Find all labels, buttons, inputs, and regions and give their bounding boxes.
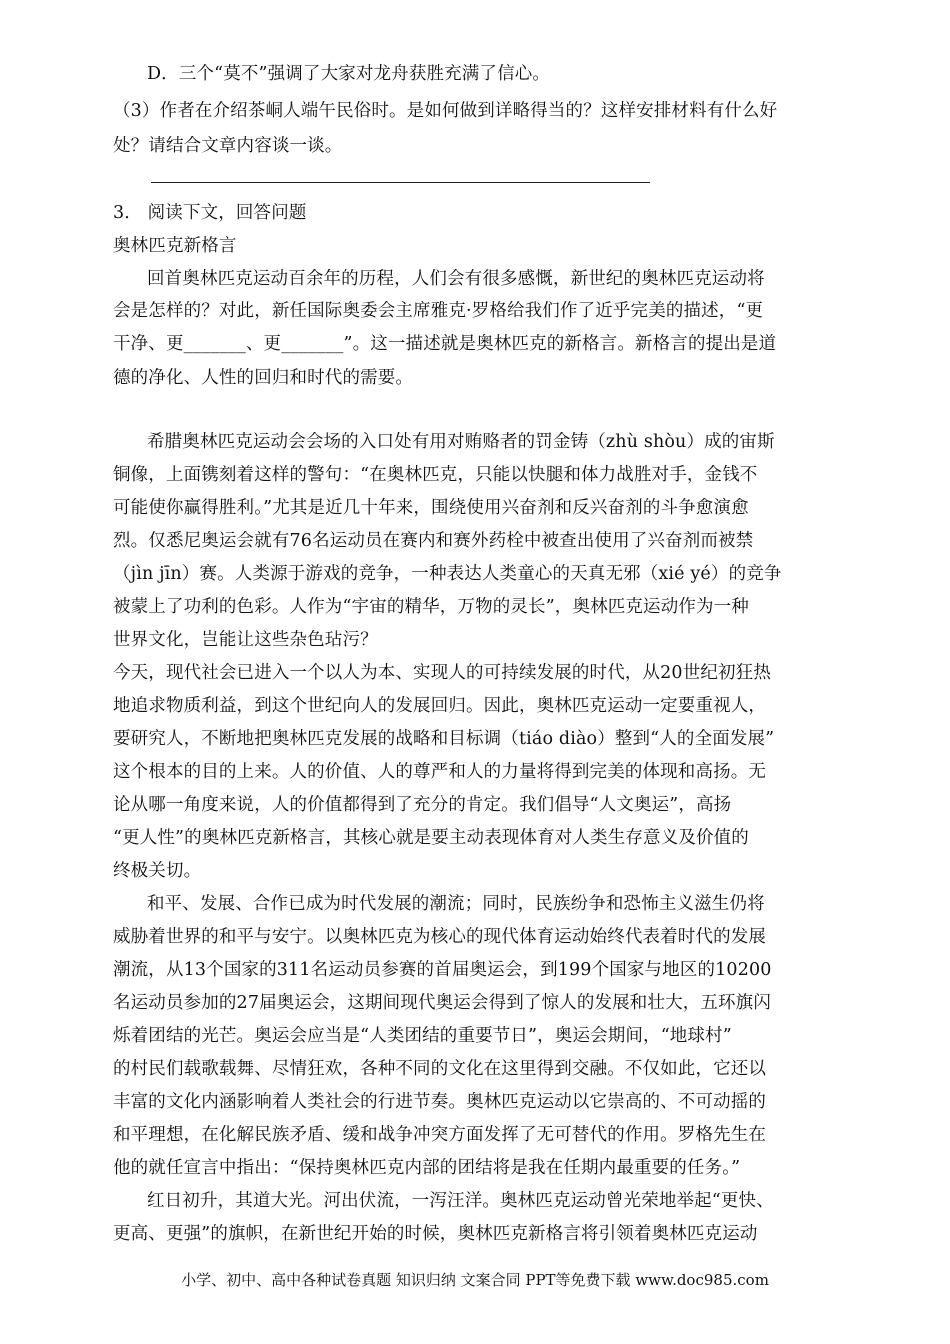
article-line: 的村民们载歌载舞、尽情狂欢，各种不同的文化在这里得到交融。不仅如此，它还以 [113, 1059, 767, 1079]
article-line: 烁着团结的光芒。奥运会应当是“人类团结的重要节日”，奥运会期间，“地球村” [113, 1026, 732, 1046]
article-line: 干净、更_______、更_______”。这一描述就是奥林匹克的新格言。新格言的提出是道 [113, 334, 777, 354]
article-line: 丰富的文化内涵影响着人类社会的行进节奏。奥林匹克运动以它崇高的、不可动摇的 [113, 1092, 767, 1112]
article-line: 铜像，上面镌刻着这样的警句：“在奥林匹克，只能以快腿和体力战胜对手，金钱不 [113, 465, 758, 485]
article-line: （jìn jīn）赛。人类源于游戏的竞争，一种表达人类童心的天真无邪（xié yé）的竞争 [113, 564, 782, 584]
article-line: 被蒙上了功利的色彩。人作为“宇宙的精华，万物的灵长”，奥林匹克运动作为一种 [113, 597, 749, 617]
question-3-heading: 3． 阅读下文，回答问题 [113, 203, 307, 223]
article-line: 和平、发展、合作已成为时代发展的潮流；同时，民族纷争和恐怖主义滋生仍将 [147, 894, 765, 914]
article-line: 地追求物质利益，到这个世纪向人的发展回归。因此，奥林匹克运动一定要重视人， [113, 696, 767, 716]
article-line: 红日初升，其道大光。河出伏流，一泻汪洋。奥林匹克运动曾光荣地举起“更快、 [147, 1191, 774, 1211]
sub-question-3-line-2: 处？请结合文章内容谈一谈。 [113, 136, 343, 156]
article-line: 要研究人，不断地把奥林匹克发展的战略和目标调（tiáo diào）整到“人的全面发展” [113, 729, 775, 749]
article-line: 威胁着世界的和平与安宁。以奥林匹克为核心的现代体育运动始终代表着时代的发展 [113, 927, 767, 947]
article-title: 奥林匹克新格言 [113, 236, 237, 256]
article-line: 论从哪一角度来说，人的价值都得到了充分的肯定。我们倡导“人文奥运”，高扬 [113, 795, 732, 815]
article-line: 这个根本的目的上来。人的价值、人的尊严和人的力量将得到完美的体现和高扬。无 [113, 762, 767, 782]
sub-question-3-line-1: （3）作者在介绍茶峒人端午民俗时。是如何做到详略得当的？这样安排材料有什么好 [113, 101, 778, 121]
article-line: 希腊奥林匹克运动会会场的入口处有用对贿赂者的罚金铸（zhù shòu）成的宙斯 [147, 432, 775, 452]
article-line: 终极关切。 [113, 861, 202, 881]
article-line: 德的净化、人性的回归和时代的需要。 [113, 368, 414, 388]
article-line: 和平理想，在化解民族矛盾、缓和战争冲突方面发挥了无可替代的作用。罗格先生在 [113, 1125, 767, 1145]
article-line: “更人性”的奥林匹克新格言，其核心就是要主动表现体育对人类生存意义及价值的 [113, 828, 749, 848]
article-line: 烈。仅悉尼奥运会就有76名运动员在赛内和赛外药栓中被查出使用了兴奋剂而被禁 [113, 531, 754, 551]
article-line: 世界文化，岂能让这些杂色玷污？ [113, 630, 378, 650]
answer-blank-line [151, 182, 650, 183]
page-footer: 小学、初中、高中各种试卷真题 知识归纳 文案合同 PPT等免费下载 www.doc985.com [181, 1271, 769, 1289]
article-line: 他的就任宣言中指出：“保持奥林匹克内部的团结将是我在任期内最重要的任务。” [113, 1158, 741, 1178]
article-line: 潮流，从13个国家的311名运动员参赛的首届奥运会，到199个国家与地区的10200 [113, 960, 772, 980]
article-line: 可能使你赢得胜利。”尤其是近几十年来，围绕使用兴奋剂和反兴奋剂的斗争愈演愈 [113, 498, 749, 518]
article-line: 更高、更强”的旗帜，在新世纪开始的时候，奥林匹克新格言将引领着奥林匹克运动 [113, 1224, 758, 1244]
article-line: 名运动员参加的27届奥运会，这期间现代奥运会得到了惊人的发展和壮大，五环旗闪 [113, 993, 771, 1013]
option-d: D．三个“莫不”强调了大家对龙舟获胜充满了信心。 [147, 64, 551, 84]
article-line: 会是怎样的？对此，新任国际奥委会主席雅克·罗格给我们作了近乎完美的描述，“更 [113, 301, 764, 321]
article-line: 回首奥林匹克运动百余年的历程，人们会有很多感慨，新世纪的奥林匹克运动将 [147, 269, 765, 289]
article-line: 今天，现代社会已进入一个以人为本、实现人的可持续发展的时代，从20世纪初狂热 [113, 663, 771, 683]
